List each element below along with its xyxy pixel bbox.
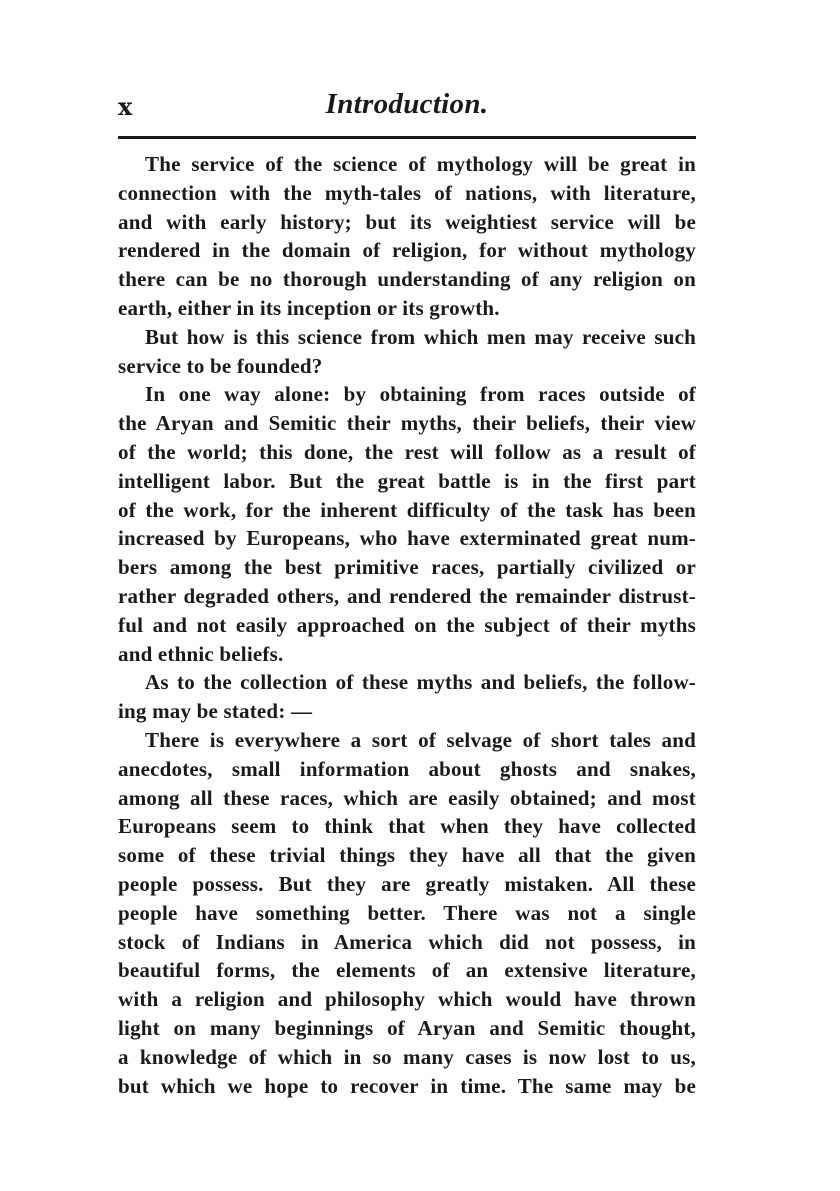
text-line: earth, either in its inception or its growth. (118, 295, 500, 320)
header-rule (118, 136, 696, 139)
text-line: of the world; this done, the rest will follow as a result of (118, 439, 696, 464)
text-line: a knowledge of which in so many cases is now lost to us, (118, 1044, 696, 1069)
text-line: Europeans seem to think that when they have collected (118, 814, 696, 839)
text-line: ing may be stated: — (118, 699, 313, 724)
text-line: but which we hope to recover in time. The same may be (118, 1073, 696, 1098)
text-line: stock of Indians in America which did not possess, in (118, 929, 696, 954)
text-line: There is everywhere a sort of selvage of short tales and (145, 727, 696, 752)
text-line: bers among the best primitive races, partially civilized or (118, 555, 696, 580)
chapter-title: Introduction. (325, 88, 489, 120)
text-line: with a religion and philosophy which would have thrown (118, 987, 696, 1012)
text-line: the Aryan and Semitic their myths, their beliefs, their view (118, 411, 696, 436)
text-line: In one way alone: by obtaining from races outside of (145, 382, 696, 407)
page-number: x (118, 92, 134, 121)
running-head (118, 88, 696, 128)
text-line: light on many beginnings of Aryan and Semitic thought, (118, 1015, 696, 1040)
paragraph (118, 323, 696, 381)
text-line: service to be founded? (118, 353, 323, 378)
text-line: people have something better. There was not a single (118, 900, 696, 925)
paragraph (118, 380, 696, 668)
text-line: of the work, for the inherent difficulty of the task has been (118, 497, 696, 522)
text-line: connection with the myth-tales of nations, with literature, (118, 180, 696, 205)
paragraph (118, 668, 696, 726)
text-line: intelligent labor. But the great battle is in the first part (118, 468, 696, 493)
text-line: and with early history; but its weightiest service will be (118, 209, 696, 234)
text-line: The service of the science of mythology will be great in (145, 152, 696, 176)
text-line: increased by Europeans, who have exterminated great num- (118, 526, 696, 551)
body-text (118, 150, 696, 1100)
text-line: some of these trivial things they have all that the given (118, 843, 696, 868)
text-line: among all these races, which are easily obtained; and most (118, 785, 696, 810)
text-line: rendered in the domain of religion, for without mythology (118, 238, 696, 263)
text-line: there can be no thorough understanding of any religion on (118, 267, 696, 292)
paragraph (118, 150, 696, 323)
paragraph (118, 726, 696, 1100)
text-line: people possess. But they are greatly mistaken. All these (118, 871, 696, 896)
text-line: and ethnic beliefs. (118, 641, 284, 666)
text-line: But how is this science from which men may receive such (145, 324, 696, 349)
text-line: As to the collection of these myths and beliefs, the follow- (145, 670, 696, 695)
text-line: ful and not easily approached on the subject of their myths (118, 612, 696, 637)
text-line: beautiful forms, the elements of an extensive literature, (118, 958, 696, 983)
text-line: anecdotes, small information about ghosts and snakes, (118, 756, 696, 781)
text-line: rather degraded others, and rendered the remainder distrust- (118, 583, 696, 608)
